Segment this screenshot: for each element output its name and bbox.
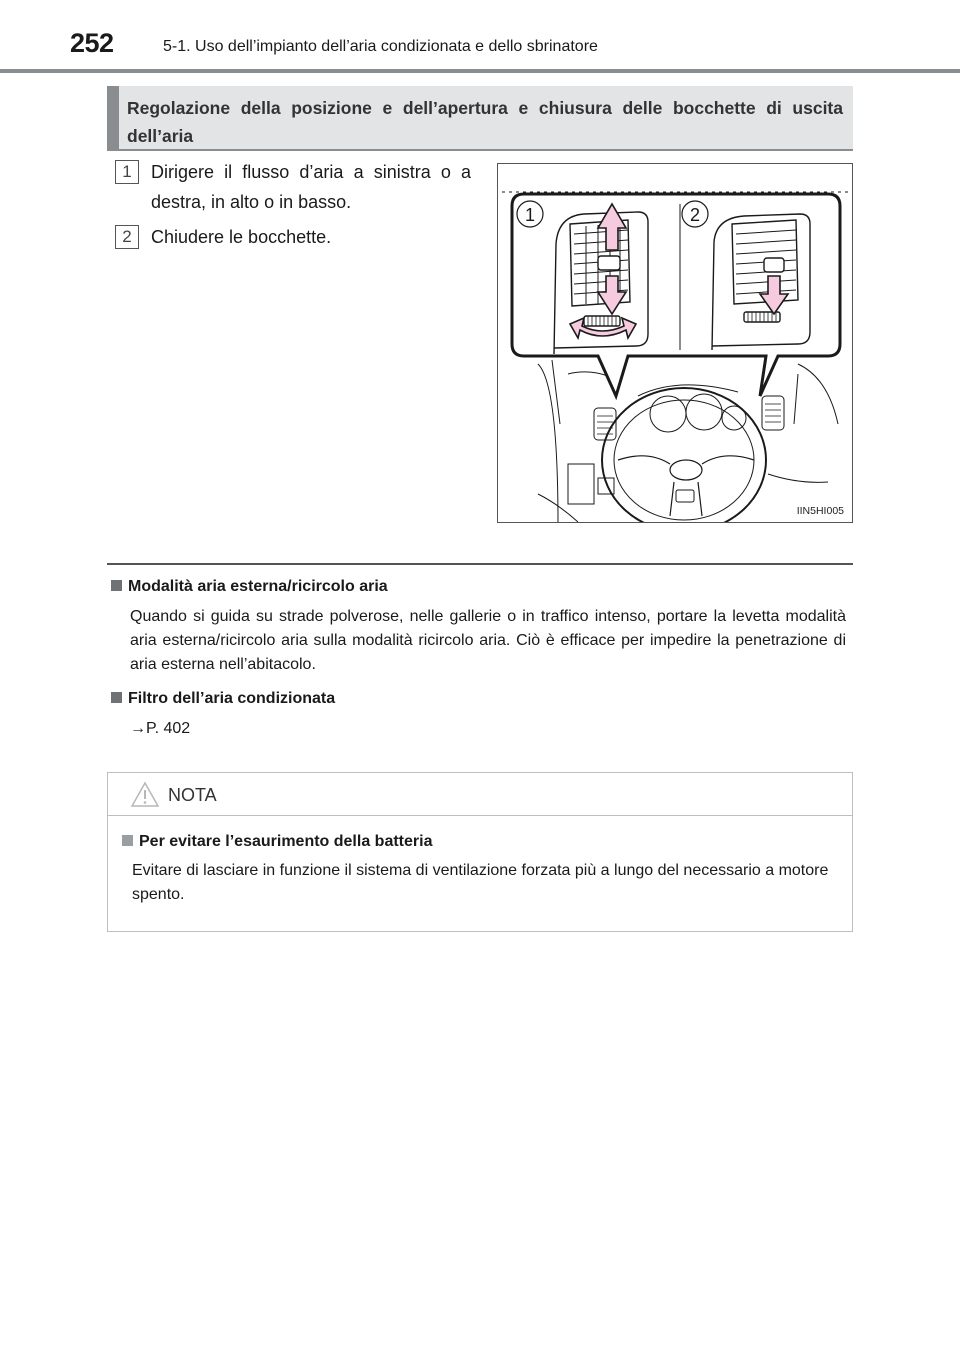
note-body-recirculation: Quando si guida su strade polverose, nelle gallerie o in traffico intenso, portare la levetta modalità aria esterna/ricircolo aria sulla modalità ricircolo aria. Ciò è efficace per impedire la penetrazione di aria esterna nell’abitacolo. (130, 608, 846, 673)
step-number: 2 (115, 225, 139, 249)
notice-subheading (122, 833, 432, 851)
notice-box (107, 772, 853, 932)
note-heading-text: Modalità aria esterna/ricircolo aria (128, 578, 388, 595)
step-text: Chiudere le bocchette. (151, 227, 332, 247)
callout-1: 1 (524, 205, 536, 225)
section-title: Regolazione della posizione e dell’apertura e chiusura delle bocchette di uscita dell’aria (127, 98, 843, 146)
callout-2: 2 (689, 205, 701, 225)
notice-body: Evitare di lasciare in funzione il sistema di ventilazione forzata più a lungo del necessario a motore spento. (132, 862, 829, 903)
header-rule (0, 69, 960, 73)
note-heading-recirculation (111, 578, 388, 596)
square-bullet-icon (111, 692, 122, 703)
section-divider (107, 563, 853, 565)
notice-title: NOTA (168, 785, 217, 805)
section-accent-bar (107, 86, 119, 149)
step-number: 1 (115, 160, 139, 184)
square-bullet-icon (122, 835, 133, 846)
page-reference-link[interactable]: →P. 402 (130, 720, 191, 737)
dashboard-vents-drawing (498, 164, 853, 523)
vent-illustration (497, 163, 853, 523)
warning-triangle-icon (130, 781, 160, 808)
notice-header (108, 773, 852, 816)
note-heading-text: Filtro dell’aria condizionata (128, 690, 336, 707)
page-number: 252 (70, 28, 114, 58)
running-head: 5-1. Uso dell’impianto dell’aria condizionata e dello sbrinatore (163, 38, 598, 55)
note-heading-filter (111, 690, 335, 708)
step-text: Dirigere il flusso d’aria a sinistra o a destra, in alto o in basso. (151, 162, 471, 212)
section-header (107, 86, 853, 151)
figure-code: IIN5HI005 (796, 505, 844, 517)
square-bullet-icon (111, 580, 122, 591)
notice-subheading-text: Per evitare l’esaurimento della batteria (139, 833, 433, 850)
